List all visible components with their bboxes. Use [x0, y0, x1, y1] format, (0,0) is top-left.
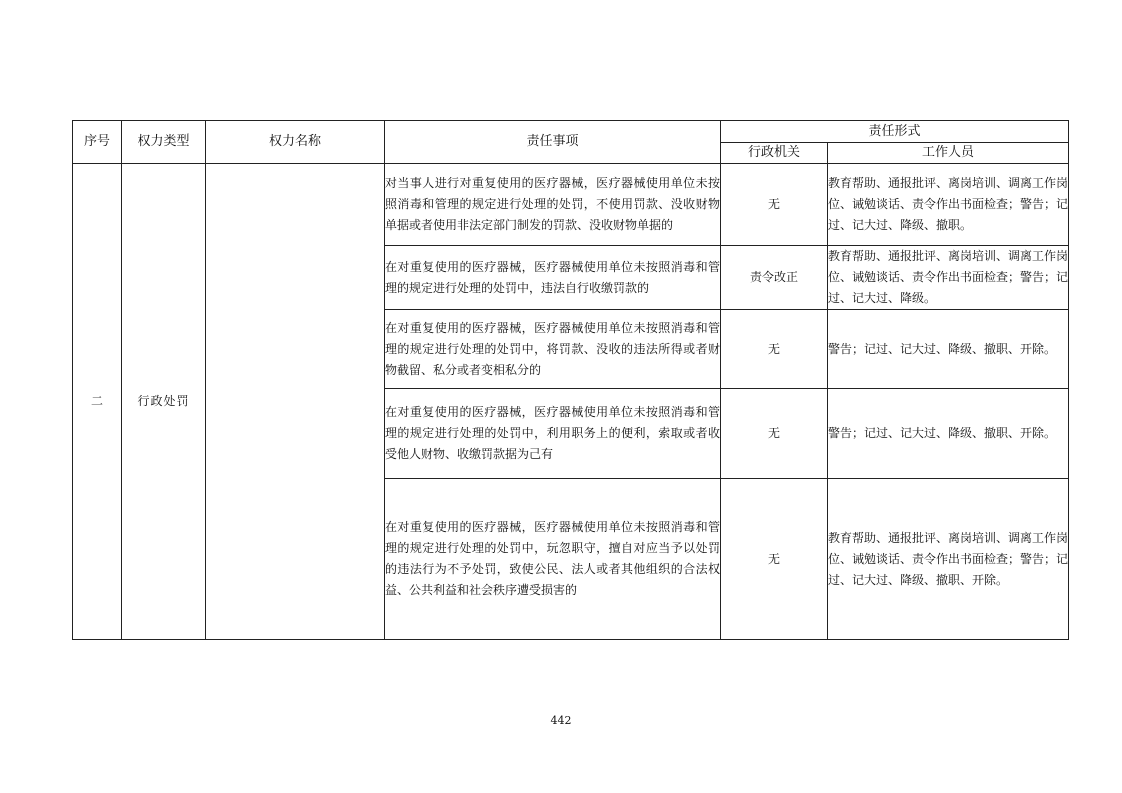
matter-cell: 在对重复使用的医疗器械，医疗器械使用单位未按照消毒和管理的规定进行处理的处罚中，玩忽职守，擅自对应当予以处罚的违法行为不予处罚，致使公民、法人或者其他组织的合法权益、公共利益和社会秩序遭受损害的 — [385, 479, 721, 640]
power-type-cell: 行政处罚 — [122, 164, 206, 640]
staff-cell: 警告；记过、记大过、降级、撤职、开除。 — [828, 389, 1069, 479]
matter-cell: 在对重复使用的医疗器械，医疗器械使用单位未按照消毒和管理的规定进行处理的处罚中，利用职务上的便利，索取或者收受他人财物、收缴罚款据为己有 — [385, 389, 721, 479]
header-power-name: 权力名称 — [206, 121, 385, 164]
admin-org-cell: 无 — [721, 310, 828, 389]
staff-cell: 教育帮助、通报批评、离岗培训、调离工作岗位、诫勉谈话、责令作出书面检查；警告；记过、记大过、降级。 — [828, 246, 1069, 310]
header-responsibility-matter: 责任事项 — [385, 121, 721, 164]
responsibility-table — [72, 120, 1069, 640]
header-row-top — [73, 121, 1069, 143]
staff-cell: 警告；记过、记大过、降级、撤职、开除。 — [828, 310, 1069, 389]
staff-cell: 教育帮助、通报批评、离岗培训、调离工作岗位、诫勉谈话、责令作出书面检查；警告；记过、记大过、降级、撤职。 — [828, 164, 1069, 246]
matter-cell: 在对重复使用的医疗器械，医疗器械使用单位未按照消毒和管理的规定进行处理的处罚中，将罚款、没收的违法所得或者财物截留、私分或者变相私分的 — [385, 310, 721, 389]
matter-cell: 对当事人进行对重复使用的医疗器械，医疗器械使用单位未按照消毒和管理的规定进行处理的处罚，不使用罚款、没收财物单据或者使用非法定部门制发的罚款、没收财物单据的 — [385, 164, 721, 246]
admin-org-cell: 无 — [721, 389, 828, 479]
admin-org-cell: 无 — [721, 479, 828, 640]
seq-cell: 二 — [73, 164, 122, 640]
header-power-type: 权力类型 — [122, 121, 206, 164]
header-admin-org: 行政机关 — [721, 143, 828, 164]
admin-org-cell: 责令改正 — [721, 246, 828, 310]
power-name-cell — [206, 164, 385, 640]
staff-cell: 教育帮助、通报批评、离岗培训、调离工作岗位、诫勉谈话、责令作出书面检查；警告；记过、记大过、降级、撤职、开除。 — [828, 479, 1069, 640]
header-staff: 工作人员 — [828, 143, 1069, 164]
matter-cell: 在对重复使用的医疗器械，医疗器械使用单位未按照消毒和管理的规定进行处理的处罚中，违法自行收缴罚款的 — [385, 246, 721, 310]
page-number: 442 — [550, 714, 572, 727]
admin-org-cell: 无 — [721, 164, 828, 246]
header-responsibility-form: 责任形式 — [721, 121, 1069, 143]
table-row — [73, 164, 1069, 246]
header-seq: 序号 — [73, 121, 122, 164]
